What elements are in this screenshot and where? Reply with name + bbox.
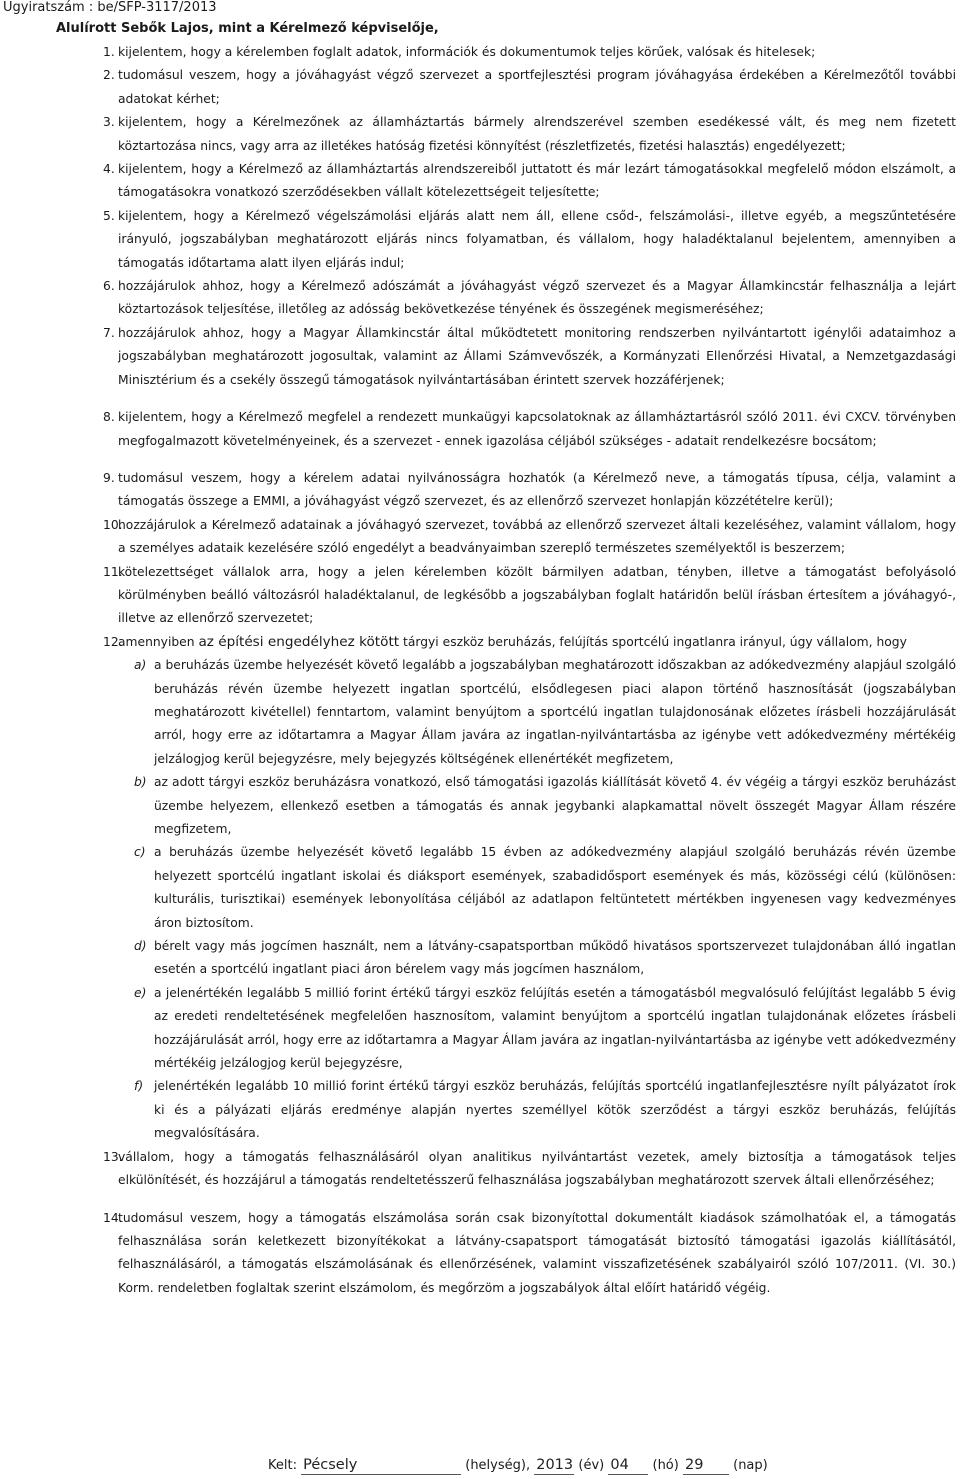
- sub-item: e) a jelenértékén legalább 5 millió forint értékű tárgyi eszköz felújítás esetén a támogatásból megvalósuló felújítást legalább 5 évig az eredeti rendeltetésének megfelelően hasznosítom, valamint benyújtom a sportcélú ingatlan tulajdonának előzetes írásbeli hozzájárulását arról, hogy erre az időtartamra a Magyar Állam javára az ingatlan-nyilvántartásba az igénybe vett adókedvezmény mértékéig jelzálogjog kerül bejegyzésre,: [134, 985, 956, 1071]
- list-item: 13. vállalom, hogy a támogatás felhasználásáról olyan analitikus nyilvántartást vezetek, amely biztosítja a támogatások teljes elkülönítését, és hozzájárul a támogatás rendeltetésszerű felhasználása jogszabályban meghatározott szervek általi ellenőrzéséhez;: [103, 1149, 956, 1188]
- sub-item: b) az adott tárgyi eszköz beruházásra vonatkozó, első támogatási igazolás kiállítását követő 4. év végéig a tárgyi eszköz beruházást üzembe helyezem, ellenkező esetben a támogatás és annak jegybanki alapkamattal növelt összegét Magyar Állam részére megfizetem,: [134, 775, 956, 836]
- sub-item: f) jelenértékén legalább 10 millió forint értékű tárgyi eszköz beruházás, felújítás sportcélú ingatlanfejlesztésre nyílt pályázatot írok ki és a pályázati eljárás eredménye alapján nyertes személlyel kötök szerződést a tárgyi eszköz beruházás, felújítás megvalósítására.: [134, 1079, 956, 1141]
- list-item: 12. amennyiben az építési engedélyhez kötött tárgyi eszköz beruházás, felújítás sportcélú ingatlanra irányul, úgy vállalom, hogy: [103, 633, 907, 650]
- declaration-list: [0, 41, 960, 1300]
- list-item: 14. tudomásul veszem, hogy a támogatás elszámolása során csak bizonyítottal dokumentált kiadások számolhatóak el, a támogatás felhasználása során keletkezett bizonyítékokat a látvány-csapatsport támogatását biztosító támogatási igazolás kiállításától, felhasználásáról, a támogatás elszámolásának és ellenőrzésének, valamint visszafizetésének szabályairól szóló 107/2011. (VI. 30.) Korm. rendeletben foglaltak szerint elszámolom, és megőrzöm a jogszabályok által előírt határidő végéig.: [103, 1210, 956, 1295]
- document-id: Ügyiratszám : be/SFP-3117/2013: [3, 0, 217, 15]
- sub-item: d) bérelt vagy más jogcímen használt, nem a látvány-csapatsportban működő hivatásos sportszervezet tulajdonában álló ingatlan esetén a sportcélú ingatlant piaci áron bérelem vagy más jogcímen használom,: [134, 939, 956, 977]
- list-item: 3. kijelentem, hogy a Kérelmezőnek az államháztartás bármely alrendszerével szemben esedékessé vált, és meg nem fizetett köztartozása nincs, vagy arra az illetékes hatóság fizetési könnyítést (részletfizetés, fizetési halasztás) engedélyezett;: [103, 115, 956, 153]
- list-item: 4. kijelentem, hogy a Kérelmező az államháztartás alrendszereiből juttatott és már lezárt támogatásokkal megfelelő módon elszámolt, a támogatásokra vonatkozó szerződésekben vállalt kötelezettségeit teljesítette;: [103, 162, 956, 200]
- list-item: 10. hozzájárulok a Kérelmező adatainak a jóváhagyó szervezet, továbbá az ellenőrző szervezet általi kezeléséhez, valamint vállalom, hogy a személyes adataik kezelésére szóló engedélyt a beadványaimban szereplő természetes személyektől is beszerzem;: [103, 517, 956, 556]
- list-item: 1. kijelentem, hogy a kérelemben foglalt adatok, információk és dokumentumok teljes körűek, valósak és hitelesek;: [103, 45, 816, 59]
- place-label: (helység),: [465, 1458, 531, 1473]
- sub-item: a) a beruházás üzembe helyezését követő legalább a jogszabályban meghatározott időszakban az adókedvezmény alapjául szolgáló beruházás révén üzembe helyezett ingatlan sportcélú, elsődlegesen piaci alapon történő hasznosítását (jogszabályban meghatározott kivétellel) fenntartom, valamint benyújtom a sportcélú ingatlan tulajdonosának előzetes írásbeli hozzájárulását arról, hogy erre az időtartamra a Magyar Állam javára az ingatlan-nyilvántartásba az igénybe vett adókedvezmény mértékéig jelzálogjog kerül bejegyzésre, mely bejegyzés költségének ellenértékét megfizetem,: [134, 658, 956, 766]
- list-item: 9. tudomásul veszem, hogy a kérelem adatai nyilvánosságra hozhatók (a Kérelmező neve, a támogatás típusa, célja, valamint a támogatás összege a EMMI, a jóváhagyást végző szervezet, és az ellenőrző szervezet honlapján közzétételre kerül);: [103, 470, 956, 509]
- sub-item: c) a beruházás üzembe helyezését követő legalább 15 évben az adókedvezmény alapjául szolgáló beruházás révén üzembe helyezett sportcélú ingatlant iskolai és diáksport események, szabadidősport események és más, közösségi célú (különösen: kulturális, turisztikai) események lebonyolítása céljából az adatlapon feltüntetett mértékben ingyenesen vagy kedvezményes áron biztosítom.: [134, 845, 956, 930]
- signature-date-line: [268, 1456, 768, 1475]
- kelt-label: Kelt:: [268, 1458, 297, 1473]
- intro-statement: Alulírott Sebők Lajos, mint a Kérelmező képviselője,: [56, 21, 439, 36]
- year-label: (év): [578, 1458, 605, 1473]
- list-item: 2. tudomásul veszem, hogy a jóváhagyást végző szervezet a sportfejlesztési program jóváhagyása érdekében a Kérelmezőtől további adatokat kérhet;: [103, 68, 956, 106]
- day-label: (nap): [733, 1458, 768, 1473]
- day-field[interactable]: 29: [683, 1456, 729, 1475]
- list-item: 5. kijelentem, hogy a Kérelmező végelszámolási eljárás alatt nem áll, ellene csőd-, felszámolási-, illetve egyéb, a megszűntetésére irányuló, jogszabályban meghatározott eljárás nincs folyamatban, és vállalom, hogy haladéktalanul bejelentem, amennyiben a támogatás időtartama alatt ilyen eljárás indul;: [103, 208, 956, 270]
- month-label: (hó): [652, 1458, 679, 1473]
- list-item: 7. hozzájárulok ahhoz, hogy a Magyar Államkincstár által működtetett monitoring rendszerben nyilvántartott igénylői adataimhoz a jogszabályban meghatározott jogosultak, valamint az Állami Számvevőszék, a Kormányzati Ellenőrzési Hivatal, a Nemzetgazdasági Minisztérium és a csekély összegű támogatások nyilvántartásában érintett szervek hozzáférjenek;: [103, 325, 956, 387]
- list-item: 11. kötelezettséget vállalok arra, hogy a jelen kérelemben közölt bármilyen adatban, tényben, illetve a támogatást befolyásoló körülményben beálló változásról haladéktalanul, de legkésőbb a jogszabályban foglalt határidőn belül írásban értesítem a jóváhagyó-, illetve az ellenőrző szervezetet;: [103, 564, 956, 626]
- place-field[interactable]: Pécsely: [301, 1456, 461, 1475]
- list-item: 6. hozzájárulok ahhoz, hogy a Kérelmező adószámát a jóváhagyást végző szervezet és a Magyar Államkincstár felhasználja a lejárt köztartozások teljesítése, illetőleg az adósság bekövetkezése tényének és összegének megismeréséhez;: [103, 279, 956, 317]
- year-field[interactable]: 2013: [536, 1457, 574, 1473]
- month-field[interactable]: 04: [608, 1456, 648, 1475]
- list-item: 8. kijelentem, hogy a Kérelmező megfelel a rendezett munkaügyi kapcsolatoknak az államháztartásról szóló 2011. évi CXCV. törvényben megfogalmazott követelményeinek, és a szervezet - ennek igazolása céljából szükséges - adatait rendelkezésre bocsátom;: [103, 410, 956, 448]
